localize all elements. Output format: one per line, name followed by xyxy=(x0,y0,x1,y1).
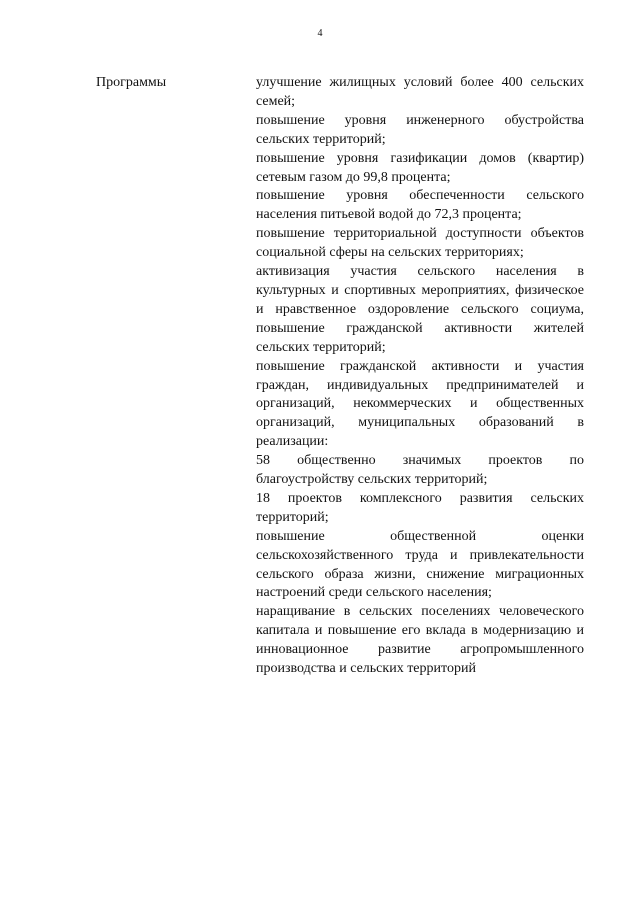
list-item: 18 проектов комплексного развития сельских территорий; xyxy=(256,490,584,525)
list-item: повышение уровня газификации домов (квартир) сетевым газом до 99,8 процента; xyxy=(256,150,584,185)
list-item: повышение территориальной доступности объектов социальной сферы на сельских территориях; xyxy=(256,226,584,261)
list-item: повышение уровня инженерного обустройства сельских территорий; xyxy=(256,112,584,147)
list-item: повышение общественной оценки сельскохозяйственного труда и привлекательности сельского образа жизни, снижение миграционных настроений среди сельского населения; xyxy=(256,528,584,601)
list-item: повышение уровня обеспеченности сельского населения питьевой водой до 72,3 процента; xyxy=(256,188,584,223)
list-item: наращивание в сельских поселениях человеческого капитала и повышение его вклада в модернизацию и инновационное развитие агропромышленного производства и сельских территорий xyxy=(256,604,584,677)
list-item: повышение гражданской активности и участия граждан, индивидуальных предпринимателей и организаций, некоммерческих и общественных организаций, муниципальных образований в реализации: xyxy=(256,358,584,450)
list-item: 58 общественно значимых проектов по благоустройству сельских территорий; xyxy=(256,453,584,488)
list-item: улучшение жилищных условий более 400 сельских семей; xyxy=(256,75,584,109)
row-label: Программы xyxy=(96,75,167,90)
row-content xyxy=(256,74,584,679)
page-number: 4 xyxy=(317,28,323,39)
list-item: активизация участия сельского населения в культурных и спортивных мероприятиях, физическое и нравственное оздоровление сельского социума, повышение гражданской активности жителей сельских территорий; xyxy=(256,264,584,355)
